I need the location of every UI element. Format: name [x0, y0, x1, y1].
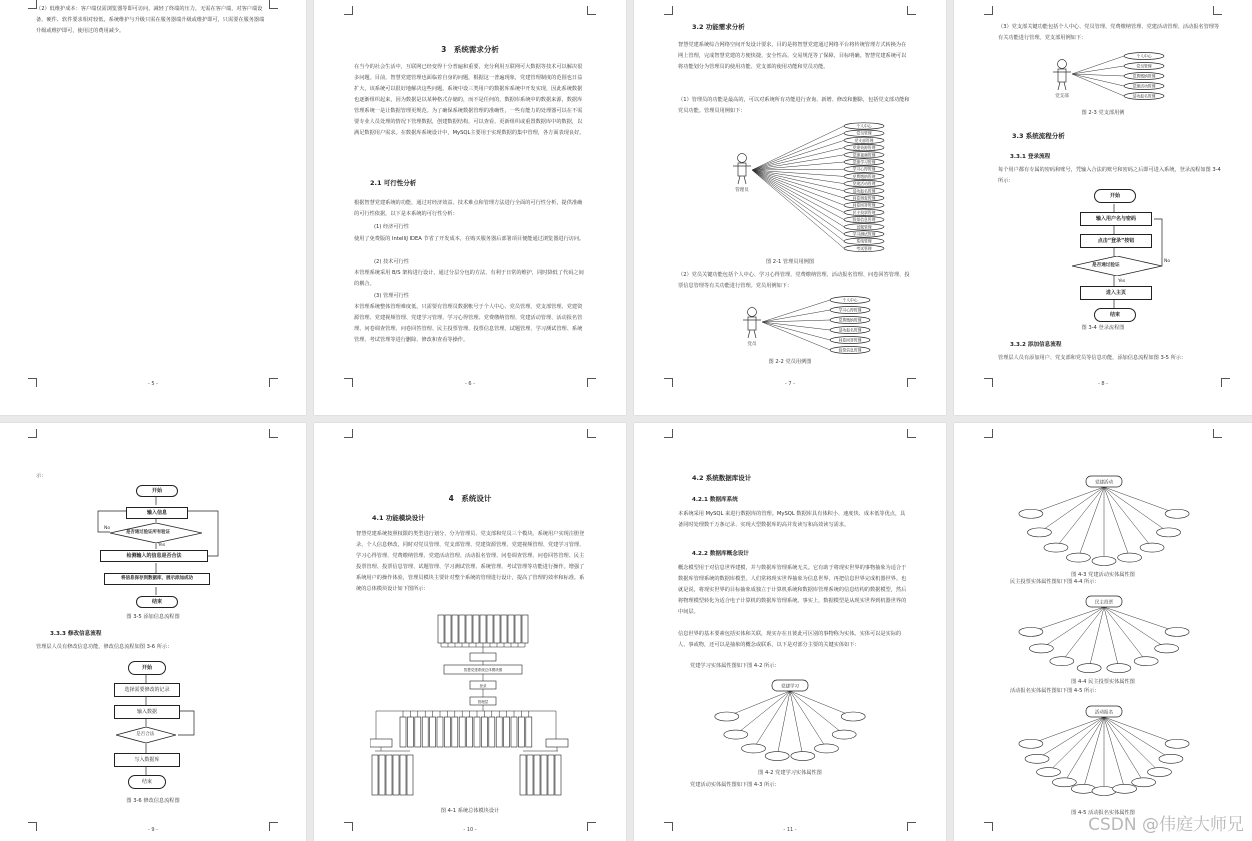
module-box: [504, 717, 510, 747]
entity-label: 党建学习: [781, 684, 799, 690]
attribute-link: [1104, 607, 1167, 648]
attribute-oval: [1019, 627, 1043, 636]
figure-caption: 图 2-3 党支部用例: [1081, 110, 1125, 116]
module-box: [415, 717, 421, 747]
attribute-link: [790, 691, 853, 717]
module-box: [459, 615, 465, 643]
module-box: [548, 755, 554, 795]
association-line: [1072, 74, 1124, 96]
party-activity-entity-diagram: [1014, 471, 1194, 567]
figure-caption: 图 3-4 登录流程图: [1081, 325, 1125, 331]
member-use-case-diagram: [738, 294, 878, 356]
attribute-link: [1041, 607, 1104, 648]
module-box: [370, 739, 392, 747]
use-case-label: 党费缴纳管理: [1132, 73, 1156, 79]
attribute-link: [1104, 487, 1177, 514]
association-line: [762, 300, 830, 322]
module-box: [473, 615, 479, 643]
crop-mark: [587, 6, 596, 15]
module-box: [400, 717, 406, 747]
attribute-oval: [1148, 768, 1172, 777]
paragraph: 根据智慧党建系统的功能，通过对经济效益、技术难点和管理方法进行全面的可行性分析，提供准确的可行性依据，以下是本系统的可行性分析：: [354, 200, 583, 217]
association-line: [1072, 66, 1124, 74]
use-case-label: 学习心得管理: [838, 307, 862, 313]
use-case-label: 党员管理: [1136, 63, 1152, 69]
system-name: 智慧党建系统总体模块图: [463, 668, 503, 672]
module-box: [487, 615, 493, 643]
flow-no-label: No: [1164, 259, 1171, 264]
module-box: [480, 615, 486, 643]
chapter-title: 3 系统需求分析: [441, 45, 499, 54]
crop-mark: [269, 429, 278, 438]
tree-shapes: [370, 615, 568, 795]
watermark: CSDN @伟庭大师兄: [1088, 815, 1244, 835]
paragraph: 使用了免费版的 IntelliJ IDEA 节省了开发成本，在购买服务器后部署项目便能通过浏览器进行访问。: [354, 236, 585, 242]
module-box: [546, 739, 568, 747]
sub-heading: 3.3.1 登录流程: [1010, 154, 1051, 160]
module-box: [407, 755, 413, 795]
figure-caption: 图 2-1 管理员用例图: [765, 259, 815, 265]
association-line: [752, 169, 844, 170]
association-line: [752, 170, 844, 227]
attribute-oval: [1019, 739, 1043, 748]
attribute-oval: [1113, 784, 1137, 793]
flow-yes-label: Yes: [158, 543, 166, 548]
paragraph: 管理层人员有添加用户、党支部和党员等信息功能，添加信息流程如图 3-5 所示：: [998, 355, 1187, 361]
page-number: - 6 -: [465, 381, 475, 387]
attribute-oval: [1155, 644, 1179, 653]
module-box: [452, 615, 458, 643]
module-box: [386, 755, 392, 795]
association-line: [752, 148, 844, 170]
module-box: [438, 615, 444, 643]
use-case-label: 党建资源管理: [852, 145, 876, 151]
paragraph: 本系统采用 MySQL 来进行数据库的管理。MySQL 数据库具有体积小、速度快、成本低等优点，具备同时处理数千万条记录、实现大型数据库的高并发读写和高效读写需求。: [678, 511, 906, 528]
section-heading: 3.3 系统流程分析: [1012, 132, 1065, 140]
module-box: [452, 717, 458, 747]
document-page-7: [634, 0, 946, 415]
paragraph: 管理层人员有修改信息功能，修改信息流程如图 3-6 所示：: [36, 644, 173, 650]
flow-no-label: No: [104, 526, 111, 531]
chapter-title: 4 系统设计: [448, 494, 492, 503]
use-case-label: 试题管理: [856, 224, 872, 230]
attribute-oval: [1077, 664, 1101, 673]
crop-mark: [344, 429, 353, 438]
flow-end: 结束: [128, 775, 166, 789]
module-box: [515, 615, 521, 643]
use-case-label: 学习心得管理: [852, 166, 876, 172]
page-number: - 8 -: [1098, 381, 1108, 387]
activity-signup-entity-diagram: [1014, 701, 1194, 797]
crop-mark: [664, 429, 673, 438]
section-heading: 4.1 功能模块设计: [372, 514, 425, 522]
figure-caption: 图 4-1 系统总体模块设计: [440, 808, 500, 814]
module-box: [430, 717, 436, 747]
attribute-oval: [1071, 784, 1095, 793]
module-box: [520, 755, 526, 795]
use-case-label: 个人中心: [856, 123, 872, 129]
crop-mark: [1213, 429, 1222, 438]
paragraph: （3）党支部关键功能包括个人中心、党员管理、党费缴纳管理、党建活动管理、活动报名管理等有关功能进行管理。党支部用例如下：: [998, 24, 1220, 41]
crop-mark: [28, 429, 37, 438]
attribute-oval: [841, 712, 865, 721]
module-box: [534, 755, 540, 795]
module-box: [466, 615, 472, 643]
attribute-oval: [1044, 543, 1068, 552]
module-box: [541, 755, 547, 795]
crop-mark: [1213, 6, 1222, 15]
attribute-oval: [1118, 553, 1142, 562]
module-tree-diagram: [370, 613, 570, 803]
sub-heading: 4.2.2 数据库概念设计: [692, 551, 750, 557]
flow-input-info: 输入信息: [126, 507, 188, 519]
attribute-link: [727, 691, 790, 717]
attribute-oval: [715, 712, 739, 721]
figure-caption: 图 4-3 党建活动实体属性图: [1071, 572, 1135, 578]
attribute-oval: [1157, 528, 1181, 537]
attribute-link: [1104, 717, 1160, 772]
attribute-oval: [1092, 787, 1116, 796]
attribute-oval: [1165, 509, 1189, 518]
document-page-5: [0, 0, 306, 415]
attribute-oval: [814, 744, 838, 753]
attribute-oval: [1029, 644, 1053, 653]
page-number: - 7 -: [785, 381, 795, 387]
attribute-oval: [1052, 778, 1076, 787]
document-page-6: [314, 0, 626, 415]
page-number: - 5 -: [148, 381, 158, 387]
module-box: [555, 755, 561, 795]
crop-mark: [984, 6, 993, 15]
section-heading: 2.1 可行性分析: [370, 179, 417, 187]
login-flow-connectors: [1064, 190, 1164, 320]
use-case-label: 党费缴纳管理: [838, 317, 862, 323]
attribute-oval: [832, 730, 856, 739]
flow-input-credentials: 输入用户名与密码: [1080, 212, 1152, 226]
flow-start: 开始: [136, 485, 178, 497]
attribute-oval: [1027, 528, 1051, 537]
page-number: - 11 -: [783, 827, 797, 833]
association-line: [752, 170, 844, 220]
attribute-link: [1104, 487, 1152, 548]
use-case-label: 活动报名管理: [852, 188, 876, 194]
document-page-12: [954, 423, 1252, 841]
attribute-oval: [765, 752, 789, 761]
attribute-link: [1104, 487, 1169, 532]
flow-decision-label: 是否合法: [136, 732, 155, 737]
crop-mark: [984, 822, 993, 831]
module-box: [470, 653, 496, 661]
sub-heading: 3.3.2 添加信息流程: [1010, 342, 1062, 348]
use-case-label: 投票信息管理: [852, 217, 876, 223]
association-line: [762, 322, 830, 340]
use-case-label: 问卷调查管理: [852, 195, 876, 201]
page-number: - 9 -: [148, 827, 158, 833]
module-box: [501, 615, 507, 643]
attribute-link: [1039, 487, 1104, 532]
paragraph: 本管理系统采用 B/S 架构进行设计，通过分层分包的方法，有利于日常的维护，同时降低了代码之间的耦合。: [354, 270, 584, 287]
document-page-8: [954, 0, 1252, 415]
module-box: [379, 755, 385, 795]
paragraph: 活动报名实体属性图如下图 4-5 所示：: [1010, 688, 1100, 694]
use-case-label: 党建活动管理: [852, 181, 876, 187]
attribute-link: [1031, 607, 1104, 632]
entity-label: 党建活动: [1095, 480, 1113, 486]
crop-mark: [269, 0, 278, 9]
actor-label: 党支部: [1055, 94, 1069, 99]
module-box: [467, 717, 473, 747]
paragraph: 每个用户都有专属的密码和账号，凭输入合法的账号和密码之后即可进入系统，登录流程如图 3-4 所示：: [998, 167, 1221, 184]
attribute-oval: [1134, 657, 1158, 666]
use-case-label: 个人中心: [1136, 53, 1152, 59]
use-case-label: 党建学习管理: [852, 159, 876, 165]
flow-write-db: 写入数据库: [114, 753, 180, 767]
democratic-vote-entity-diagram: [1014, 591, 1194, 675]
attribute-link: [736, 691, 790, 735]
association-line: [1072, 56, 1124, 74]
module-box: [393, 755, 399, 795]
flow-decision-label: 是否通过验证: [1092, 263, 1120, 268]
use-case-label: 党费缴纳管理: [852, 173, 876, 179]
flow-enter-home: 进入主页: [1080, 286, 1152, 300]
association-line: [752, 155, 844, 170]
module-box: [496, 717, 502, 747]
attribute-oval: [1132, 778, 1156, 787]
sub-heading: (2) 技术可行性: [374, 259, 409, 265]
module-box: [437, 717, 443, 747]
association-line: [752, 140, 844, 170]
use-case-label: 考试管理: [856, 245, 872, 251]
flow-start: 开始: [1094, 189, 1136, 203]
attribute-link: [1104, 607, 1146, 661]
use-case-label: 问卷回答管理: [838, 337, 862, 343]
admin-use-case-diagram: [724, 120, 904, 255]
flow-check-legal: 检测输入的信息是否合法: [100, 550, 208, 562]
attribute-link: [1064, 717, 1104, 782]
attribute-link: [1048, 717, 1104, 772]
association-line: [752, 170, 844, 234]
flow-yes-label: Yes: [1118, 279, 1126, 284]
entity-label: 民主投票: [1095, 600, 1113, 606]
attribute-link: [1056, 487, 1104, 548]
flow-end: 结束: [1094, 308, 1136, 322]
crop-mark: [664, 6, 673, 15]
member-actor: [743, 308, 761, 348]
attribute-link: [1031, 487, 1104, 514]
association-line: [752, 170, 844, 198]
flow-select-record: 选择需要修改的记录: [114, 683, 180, 697]
module-box: [489, 717, 495, 747]
flow-decision-label: 是否通过验证所有验证: [126, 530, 170, 535]
association-line: [752, 170, 844, 241]
paragraph: （2）低维护成本：客户端仅需浏览器等即可访问，减轻了终端的压力。无需在客户端，对客户端设备、硬件、软件要求相对较低，系统维护与升级只需在服务器端升级或维护即可，只需要在服务器端升级或维护即可，使用过的费用减少。: [36, 6, 265, 34]
module-box: [481, 717, 487, 747]
module-box: [400, 755, 406, 795]
crop-mark: [587, 429, 596, 438]
paragraph: （1）管理员的功能是最高的，可以对系统所有功能进行查询、新增、修改和删除，包括党支部功能和党员功能。管理员用例如下：: [678, 97, 910, 114]
sub-heading: 3.3.3 修改信息流程: [50, 631, 102, 637]
login-label: 登录: [479, 684, 487, 688]
party-study-entity-diagram: [710, 675, 870, 763]
module-box: [459, 717, 465, 747]
figure-caption: 图 4-5 活动报名实体属性图: [1071, 810, 1135, 816]
crop-mark: [907, 429, 916, 438]
use-case-label: 投票信息管理: [838, 347, 862, 353]
association-line: [752, 170, 844, 212]
sub-heading: 4.2.1 数据库系统: [692, 497, 738, 503]
paragraph: 本管理系统整体管理难度低，只需要有管理员数据帐号于个人中心、党员管理、党支部管理、党建资源管理、党建视频管理、党建学习管理、学习心得管理、党费缴纳管理、党建活动管理、活动报名管理、问卷调查管理、问卷回答管理、民主投票管理、投票信息管理、试题管理、学习测试管理、系统管理、考试管理等进行删除、修改和查看等操作。: [354, 304, 583, 343]
use-case-label: 活动报名管理: [838, 327, 862, 333]
attribute-link: [1104, 607, 1177, 632]
attribute-link: [1104, 717, 1144, 782]
attribute-link: [1062, 607, 1104, 661]
sub-heading: (3) 管理可行性: [374, 293, 409, 299]
flow-click-login: 点击“登录”按钮: [1080, 234, 1152, 248]
attribute-oval: [1025, 754, 1049, 763]
paragraph: 党建学习实体属性图如下图 4-2 所示：: [690, 663, 780, 669]
paragraph: 智慧党建系统按照权限的类型进行划分，分为管理员、党支部和党员三个模块。系统用户实现注册登录，个人信息修改，同时对党员管理、党支部管理、党建资源管理、党建视频管理、党建学习管理、学习心得管理、党费缴纳管理、党建活动管理、活动报名管理、问卷调查管理、问卷回答管理、民主投票管理、投票信息管理、试题管理、学习测试管理、系统管理、考试管理等功能进行操作。增强了系统用户的操作体验，管理员模块主要针对整个系统的管理进行设计，提高了管理的效率和标准。系统的总体模块设计如下图所示：: [356, 531, 585, 592]
module-box: [518, 717, 524, 747]
module-box: [422, 717, 428, 747]
use-case-label: 党建活动管理: [1132, 83, 1156, 89]
attribute-oval: [1036, 768, 1060, 777]
figure-caption: 图 4-4 民主投票实体属性图: [1071, 679, 1135, 685]
mgmt-label: 管理层: [477, 700, 489, 704]
attribute-oval: [1140, 543, 1164, 552]
attribute-link: [1078, 487, 1104, 558]
figure-caption: 图 3-5 添加信息流程图: [126, 614, 180, 620]
document-page-10: [314, 423, 626, 841]
flow-end: 结束: [136, 596, 178, 608]
attribute-oval: [1107, 664, 1131, 673]
document-page-11: [634, 423, 946, 841]
page-number: - 10 -: [463, 827, 477, 833]
document-page-9: [0, 423, 306, 841]
association-line: [752, 133, 844, 170]
attribute-oval: [724, 730, 748, 739]
branch-use-case-diagram: [1050, 50, 1170, 106]
module-box: [372, 755, 378, 795]
paragraph: 民主投票实体属性图如下图 4-4 所示：: [1010, 579, 1100, 585]
use-case-label: 党员管理: [856, 130, 872, 136]
attribute-oval: [1165, 739, 1189, 748]
use-case-label: 党支部管理: [854, 137, 874, 143]
module-box: [494, 615, 500, 643]
module-box: [511, 717, 517, 747]
module-box: [445, 615, 451, 643]
attribute-oval: [742, 744, 766, 753]
paragraph: 信息世界的基本要素包括实体和关联，现实存在且彼此可区别的事物称为实体。实体可以是实际的人、事或物，还可以是抽象的概念或联系，以下是对部分主要的关键实体如下：: [678, 631, 902, 648]
attribute-link: [1104, 487, 1130, 558]
paragraph: 党建活动实体属性图如下图 4-3 所示：: [690, 782, 780, 788]
module-box: [522, 615, 528, 643]
attribute-oval: [1159, 754, 1183, 763]
module-box: [526, 717, 532, 747]
flow-start: 开始: [128, 661, 166, 675]
attribute-oval: [1019, 509, 1043, 518]
paragraph: 在当今的社会生活中，互联网已经变得十分普遍和重要，充分利用互联网可大数据等技术可以解决很多问题。目前，智慧党建管理也面临着自身的问题，根据这一普遍现象，党建管理制度的范围也日益扩大，该系统可以很好地解决这些问题，系统中设三类用户的数据库系统中开发实现，因此系统数据也逐渐组织起来，因为数据是以某种格式存储的，而不是任何的，数据库系统中的数据来源，数据库管理系统一是让数据管理更规范。为了确保系统数据管理的准确性，一些有能力的处理器可以在不需要专业人员处理的情况下管理数据，创建数据结构，可以查看、更新组织或重置数据库中的数据，以满足数据用户需求。在数据库系统设计中，MySQL主要用于实现数据的集中管理，各方面表现良好。: [354, 64, 585, 136]
branch-actor: [1053, 60, 1071, 100]
paragraph: 智慧党建系统综合网络空间开发设计要求，目的是将智慧党建通过网络平台将传统管理方式转换为在网上管理，完成智慧党建的方便快捷、安全性高、交易规范等了保障，目标明确。智慧党建系统可以将功能划分为管理员的使用功能、党支部的使用功能和党员功能。: [678, 42, 907, 70]
use-case-label: 民主投票管理: [852, 209, 876, 215]
attribute-oval: [1066, 553, 1090, 562]
use-case-label: 问卷回答管理: [852, 202, 876, 208]
use-case-label: 活动报名管理: [1132, 93, 1156, 99]
attribute-oval: [1092, 557, 1116, 566]
module-box: [407, 717, 413, 747]
attribute-oval: [1165, 627, 1189, 636]
flow-save-db: 将信息保存到数据库，展示添加成功: [104, 573, 210, 585]
attribute-link: [790, 691, 844, 735]
paragraph: 概念模型用于对信息世界建模，并与数据库管理系统无关。它有助于将现实世界的事物抽象为适合于数据库管理系统的数据库模型。人们常将现实世界抽象为信息世界，再把信息世界完成机器世界。也就是说，将现实世界的目标抽象成独立于计算机系统和数据库管理系统的信息结构的数据模型，然后将物理模型转化为适合电子计算机的数据库管理系统。事实上，数据模型是从现实世界到机器世界的中间层。: [678, 565, 907, 615]
figure-caption: 图 3-6 修改信息流程图: [126, 798, 180, 804]
use-case-label: 个人中心: [842, 297, 858, 303]
paragraph: （2）党员关键功能包括个人中心、学习心得管理、党费缴纳管理、活动报名管理、问卷回答管理、投票信息管理等有关功能进行管理。党员用例如下：: [678, 272, 910, 289]
crop-mark: [907, 6, 916, 15]
figure-caption: 图 2-2 党员用例图: [768, 359, 812, 365]
crop-mark: [344, 6, 353, 15]
actor-label: 党员: [747, 342, 757, 347]
crop-mark: [984, 429, 993, 438]
section-heading: 4.2 系统数据库设计: [692, 474, 752, 482]
figure-caption: 图 4-2 党建学习实体属性图: [758, 770, 822, 776]
attribute-oval: [1050, 657, 1074, 666]
admin-actor: [733, 154, 751, 194]
module-box: [474, 717, 480, 747]
entity-label: 活动报名: [1095, 710, 1113, 716]
flow-input-data: 输入数据: [114, 705, 180, 719]
use-case-label: 党建视频管理: [852, 152, 876, 158]
attribute-oval: [791, 752, 815, 761]
actor-label: 管理员: [735, 188, 749, 193]
section-heading: 3.2 功能需求分析: [692, 23, 745, 31]
module-box: [508, 615, 514, 643]
sub-heading: (1) 经济可行性: [374, 224, 409, 230]
paragraph: 示：: [36, 473, 47, 479]
module-box: [527, 755, 533, 795]
use-case-label: 学习测试管理: [852, 231, 876, 237]
module-box: [444, 717, 450, 747]
use-case-label: 系统管理: [856, 238, 872, 244]
